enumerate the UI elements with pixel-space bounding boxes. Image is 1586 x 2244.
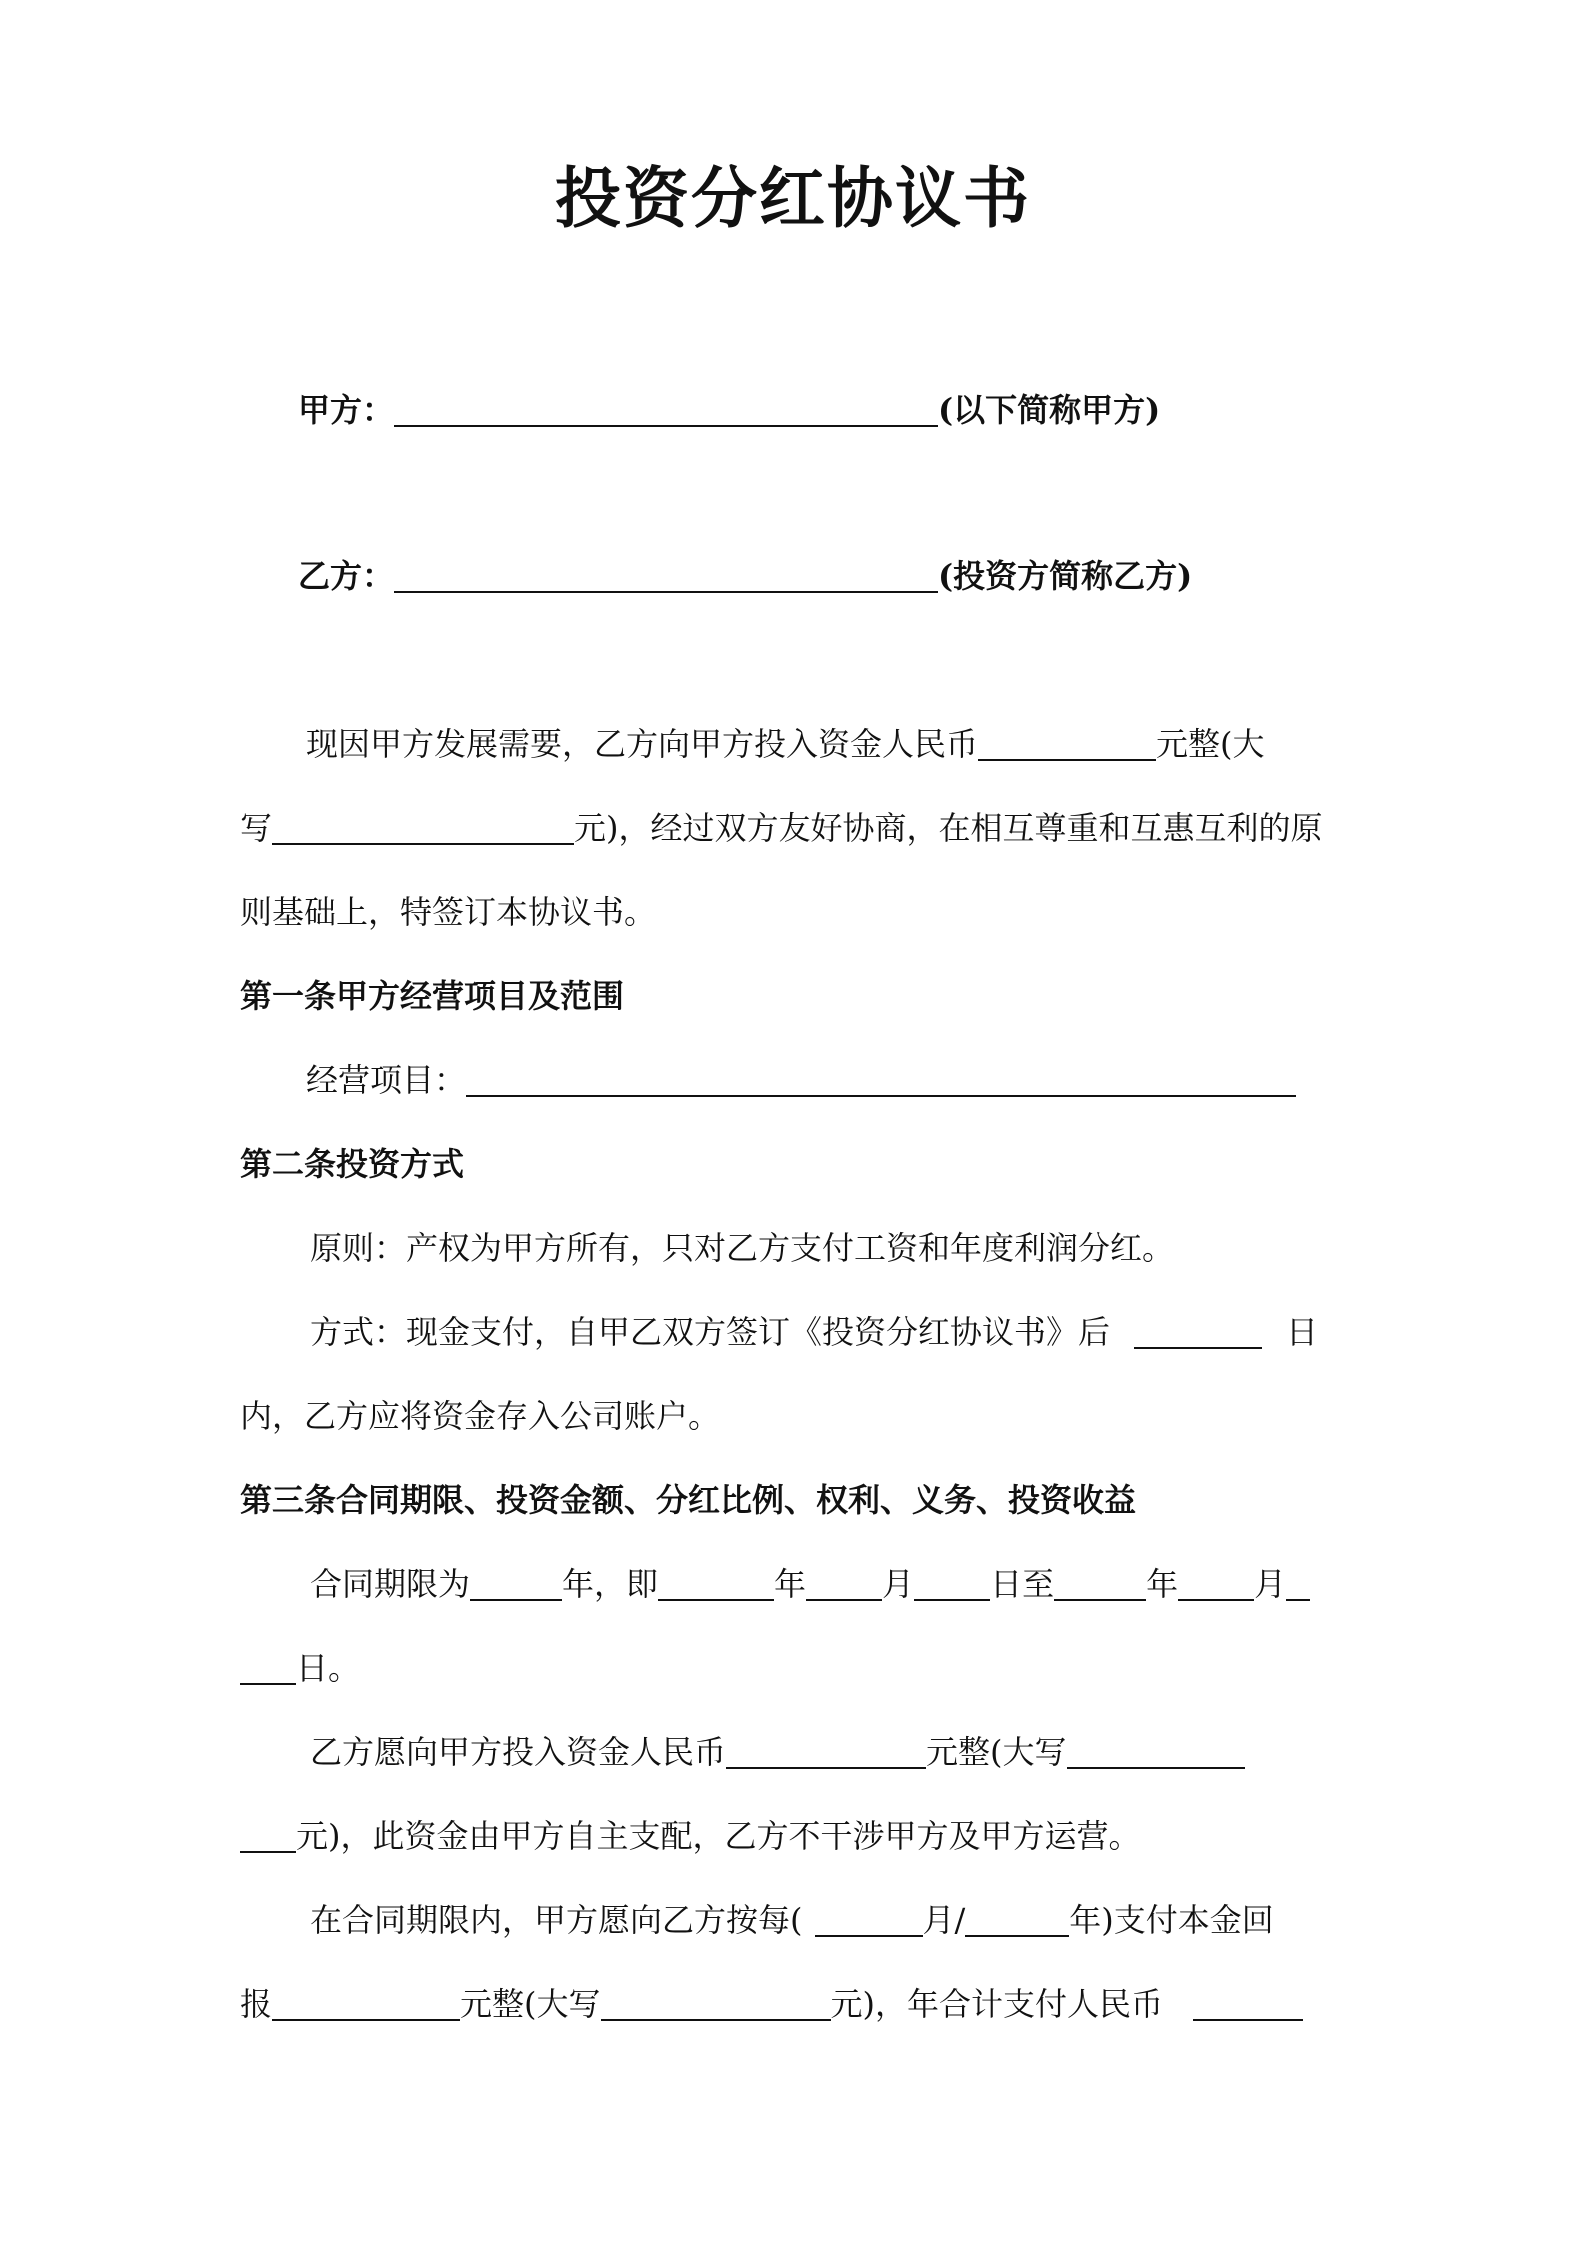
- party-b-blank[interactable]: [394, 557, 938, 593]
- term-text: 年: [774, 1565, 807, 1603]
- intro-line-1: [306, 722, 1265, 766]
- party-a-label: 甲方：: [298, 391, 395, 429]
- term-text: 日。: [296, 1649, 361, 1687]
- annual-total-blank[interactable]: [1193, 1985, 1303, 2021]
- return-text: 在合同期限内，甲方愿向乙方按每(: [310, 1901, 803, 1939]
- investment-text: 元整(大写: [926, 1733, 1067, 1771]
- return-years-blank[interactable]: [965, 1901, 1069, 1937]
- investment-amount-capital-blank[interactable]: [272, 809, 574, 845]
- intro-line-2: [240, 806, 1323, 850]
- end-year-blank[interactable]: [1054, 1565, 1146, 1601]
- investment-line-1: [310, 1730, 1245, 1774]
- deposit-days-blank[interactable]: [1134, 1313, 1262, 1349]
- party-a-suffix: (以下简称甲方): [938, 391, 1161, 429]
- term-years-blank[interactable]: [470, 1565, 562, 1601]
- investment-line-2: [240, 1814, 1141, 1858]
- term-text: 日至: [990, 1565, 1055, 1603]
- term-text: 年，即: [562, 1565, 659, 1603]
- return-text: 年)支付本金回: [1069, 1901, 1274, 1939]
- method-line-1: [310, 1310, 1318, 1354]
- return-line-1: [310, 1898, 1274, 1942]
- party-b-line: [298, 554, 1192, 598]
- invest-capital-blank-cont[interactable]: [240, 1817, 296, 1853]
- invest-capital-blank[interactable]: [1067, 1733, 1245, 1769]
- return-line-2: [240, 1982, 1303, 2026]
- intro-text: 元整(大: [1156, 725, 1265, 763]
- end-day-blank-start[interactable]: [1286, 1565, 1310, 1601]
- end-day-blank[interactable]: [240, 1649, 296, 1685]
- contract-term-line-1: [310, 1562, 1310, 1606]
- party-b-suffix: (投资方简称乙方): [938, 557, 1193, 595]
- term-text: 月: [882, 1565, 915, 1603]
- method-text: 方式：现金支付，自甲乙双方签订《投资分红协议书》后: [310, 1313, 1111, 1351]
- document-title: 投资分红协议书: [555, 159, 1031, 237]
- term-text: 月: [1254, 1565, 1287, 1603]
- return-amount-blank[interactable]: [272, 1985, 460, 2021]
- article-3-heading: 第三条合同期限、投资金额、分红比例、权利、义务、投资收益: [240, 1481, 1137, 1519]
- article-2-heading: 第二条投资方式: [240, 1145, 465, 1183]
- return-capital-blank[interactable]: [601, 1985, 831, 2021]
- return-text: 报: [240, 1985, 273, 2023]
- investment-amount-blank[interactable]: [978, 725, 1156, 761]
- contract-term-line-2: [240, 1646, 360, 1690]
- article-1-heading: 第一条甲方经营项目及范围: [240, 977, 625, 1015]
- business-item-blank[interactable]: [466, 1061, 1296, 1097]
- intro-text: 写: [240, 809, 273, 847]
- term-text: 年: [1146, 1565, 1179, 1603]
- method-line-2: 内，乙方应将资金存入公司账户。: [240, 1397, 721, 1435]
- business-item-label: 经营项目：: [306, 1061, 467, 1099]
- intro-text: 元)，经过双方友好协商，在相互尊重和互惠互利的原: [574, 809, 1323, 847]
- end-month-blank[interactable]: [1178, 1565, 1254, 1601]
- investment-text: 元)，此资金由甲方自主支配，乙方不干涉甲方及甲方运营。: [296, 1817, 1141, 1855]
- party-a-line: [298, 388, 1160, 432]
- start-day-blank[interactable]: [914, 1565, 990, 1601]
- investment-text: 乙方愿向甲方投入资金人民币: [310, 1733, 727, 1771]
- return-text: 元整(大写: [460, 1985, 601, 2023]
- method-text: 日: [1286, 1313, 1319, 1351]
- term-text: 合同期限为: [310, 1565, 471, 1603]
- party-b-label: 乙方：: [298, 557, 395, 595]
- return-months-blank[interactable]: [815, 1901, 923, 1937]
- return-text: 月/: [922, 1901, 966, 1939]
- return-text: 元)，年合计支付人民币: [830, 1985, 1164, 2023]
- intro-line-3: 则基础上，特签订本协议书。: [240, 893, 657, 931]
- intro-text: 现因甲方发展需要，乙方向甲方投入资金人民币: [306, 725, 979, 763]
- business-item-line: [306, 1058, 1296, 1102]
- start-month-blank[interactable]: [806, 1565, 882, 1601]
- start-year-blank[interactable]: [658, 1565, 774, 1601]
- invest-amount-blank[interactable]: [726, 1733, 926, 1769]
- party-a-blank[interactable]: [394, 391, 938, 427]
- principle-line: 原则：产权为甲方所有，只对乙方支付工资和年度利润分红。: [310, 1229, 1175, 1267]
